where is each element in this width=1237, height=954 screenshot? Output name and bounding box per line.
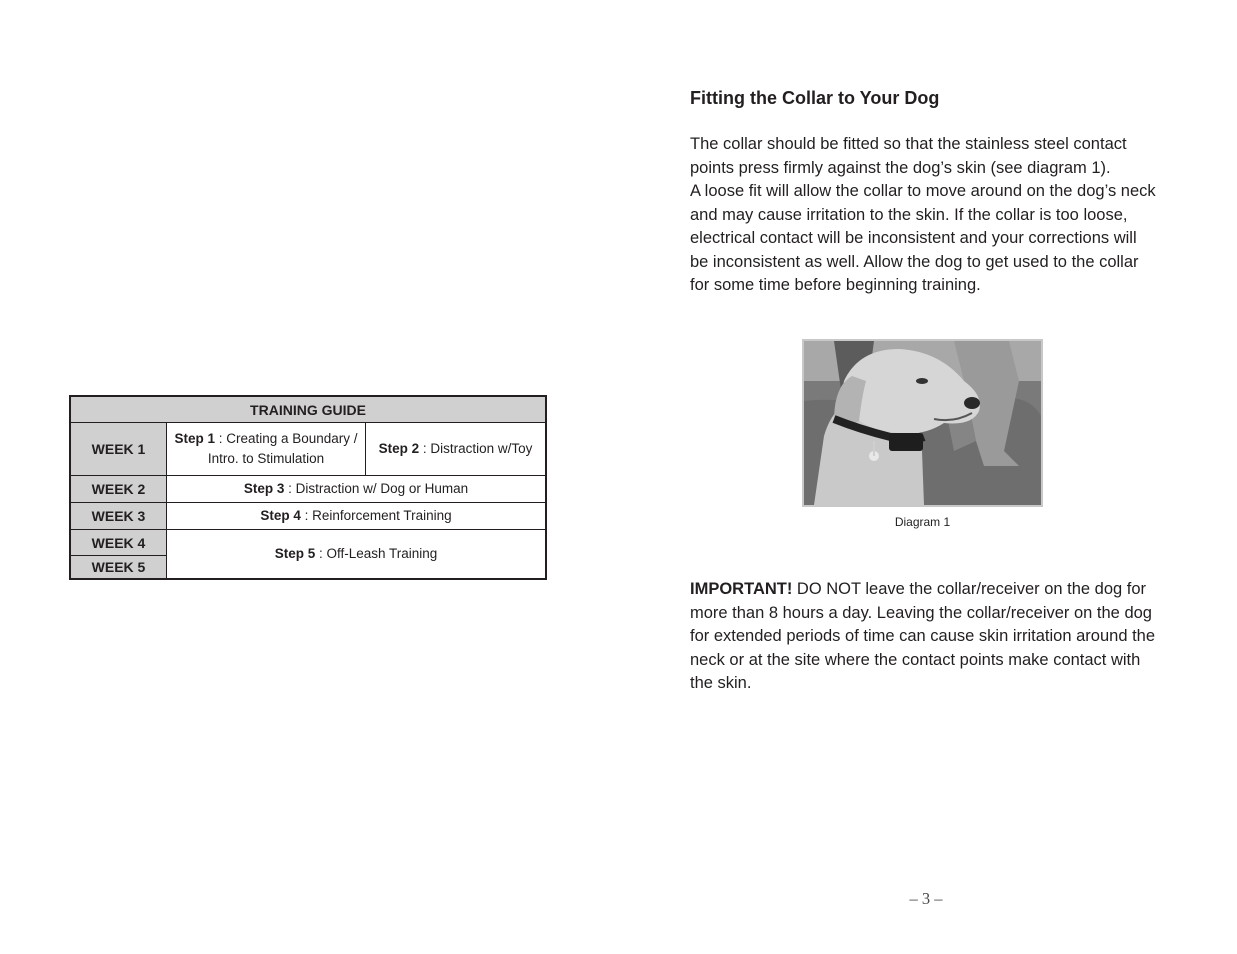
fitting-paragraph-line: points press firmly against the dog’s skin (see diagram 1). bbox=[690, 158, 1111, 177]
training-guide-table bbox=[69, 395, 547, 580]
step-4-label: Step 4 bbox=[260, 508, 301, 523]
step-5-text: Off-Leash Training bbox=[326, 546, 438, 561]
week-2-label: WEEK 2 bbox=[71, 475, 166, 502]
dog-collar-photo bbox=[802, 339, 1043, 507]
fitting-paragraph-line: be inconsistent as well. Allow the dog to get used to the collar bbox=[690, 252, 1139, 271]
step-1-separator: : bbox=[214, 431, 227, 446]
step-2-label: Step 2 bbox=[378, 441, 420, 456]
fitting-paragraph-line: and may cause irritation to the skin. If the collar is too loose, bbox=[690, 205, 1128, 224]
step-4-separator: : bbox=[300, 508, 313, 523]
week-1-label: WEEK 1 bbox=[71, 422, 166, 475]
fitting-paragraph bbox=[690, 133, 1190, 298]
important-paragraph-line: DO NOT leave the collar/receiver on the dog for bbox=[792, 580, 1147, 598]
fitting-paragraph-line: for some time before beginning training. bbox=[690, 276, 981, 294]
step-5-cell bbox=[166, 529, 545, 578]
step-4-cell bbox=[166, 502, 545, 529]
important-paragraph bbox=[690, 578, 1190, 696]
step-4-text: Reinforcement Training bbox=[312, 508, 452, 523]
step-1-label: Step 1 bbox=[174, 431, 215, 446]
step-2-cell bbox=[365, 422, 545, 475]
step-3-text: Distraction w/ Dog or Human bbox=[295, 481, 469, 496]
week-4-label: WEEK 4 bbox=[71, 529, 166, 555]
step-1-text-line1: Creating a Boundary / bbox=[226, 431, 358, 446]
step-1-cell bbox=[166, 422, 365, 475]
fitting-paragraph-line: A loose fit will allow the collar to move around on the dog’s neck bbox=[690, 182, 1156, 200]
step-2-separator: : bbox=[419, 441, 431, 456]
important-paragraph-line: the skin. bbox=[690, 674, 752, 692]
important-paragraph-line: more than 8 hours a day. Leaving the collar/receiver on the dog bbox=[690, 603, 1152, 622]
important-label: IMPORTANT! bbox=[690, 580, 793, 598]
step-5-separator: : bbox=[315, 546, 327, 561]
step-1-text-line2: Intro. to Stimulation bbox=[207, 451, 325, 466]
step-3-cell bbox=[166, 475, 545, 502]
week-5-label: WEEK 5 bbox=[71, 555, 166, 578]
important-paragraph-line: for extended periods of time can cause skin irritation around the bbox=[690, 627, 1156, 645]
week-3-label: WEEK 3 bbox=[71, 502, 166, 529]
step-3-separator: : bbox=[284, 481, 296, 496]
section-heading: Fitting the Collar to Your Dog bbox=[690, 88, 940, 108]
step-2-text: Distraction w/Toy bbox=[430, 441, 533, 456]
page-number: – 3 – bbox=[909, 889, 943, 908]
important-paragraph-line: neck or at the site where the contact points make contact with bbox=[690, 650, 1141, 669]
diagram-caption: Diagram 1 bbox=[894, 515, 951, 529]
fitting-paragraph-line: electrical contact will be inconsistent and your corrections will bbox=[690, 229, 1137, 247]
step-5-label: Step 5 bbox=[274, 546, 316, 561]
fitting-paragraph-line: The collar should be fitted so that the stainless steel contact bbox=[690, 135, 1127, 153]
training-guide-title: TRAINING GUIDE bbox=[71, 397, 545, 422]
step-3-label: Step 3 bbox=[243, 481, 285, 496]
